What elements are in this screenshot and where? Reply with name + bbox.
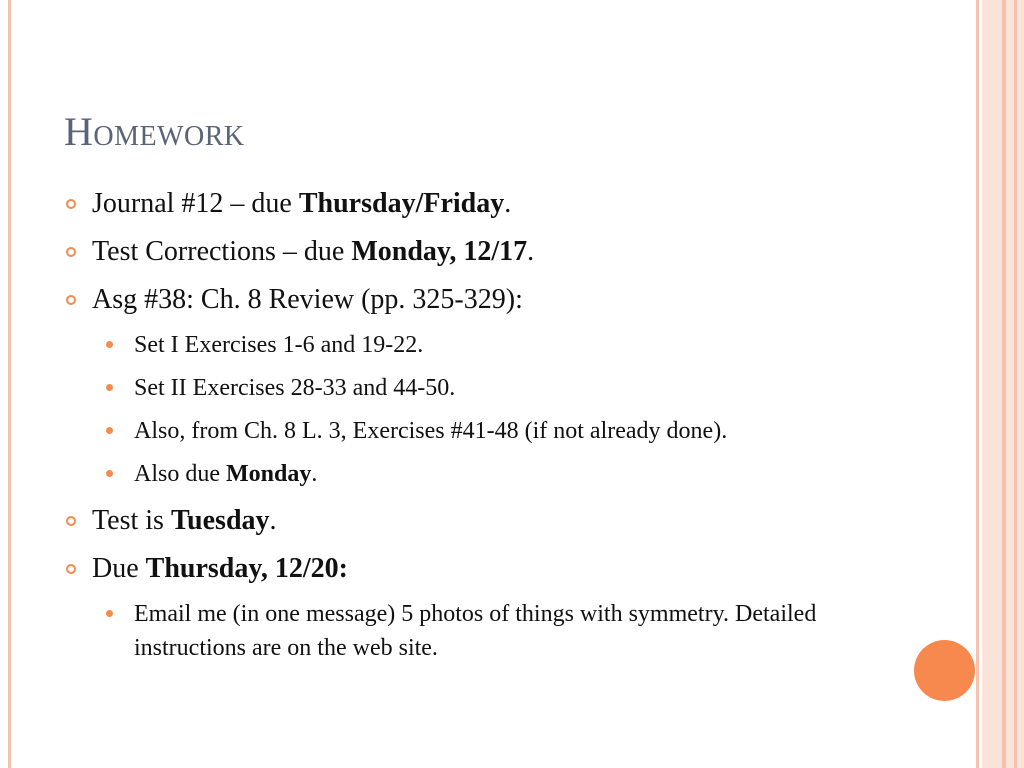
hollow-circle-bullet-icon xyxy=(66,247,76,257)
filled-dot-bullet-icon xyxy=(106,470,113,477)
sub-bullet-also-from: Also, from Ch. 8 L. 3, Exercises #41-48 (if not already done). xyxy=(106,414,894,448)
hollow-circle-bullet-icon xyxy=(66,295,76,305)
filled-dot-bullet-icon xyxy=(106,341,113,348)
sub-bullet-set-one: Set I Exercises 1-6 and 19-22. xyxy=(106,328,894,362)
right-border-stripes xyxy=(976,0,1024,768)
left-border-line xyxy=(8,0,11,768)
due-sub-list xyxy=(106,597,894,665)
hollow-circle-bullet-icon xyxy=(66,564,76,574)
bullet-test-day: Test is Tuesday. xyxy=(64,503,894,539)
assignment-sub-list xyxy=(106,328,894,491)
bullet-due-thursday: Due Thursday, 12/20: xyxy=(64,551,894,587)
bullet-journal: Journal #12 – due Thursday/Friday. xyxy=(64,186,894,222)
hollow-circle-bullet-icon xyxy=(66,199,76,209)
bullet-list xyxy=(64,186,894,677)
sub-bullet-also-due: Also due Monday. xyxy=(106,457,894,491)
slide-title: Homework xyxy=(64,109,245,154)
sub-bullet-set-two: Set II Exercises 28-33 and 44-50. xyxy=(106,371,894,405)
orange-circle-icon xyxy=(914,640,975,701)
bullet-assignment: Asg #38: Ch. 8 Review (pp. 325-329): xyxy=(64,282,894,318)
filled-dot-bullet-icon xyxy=(106,384,113,391)
filled-dot-bullet-icon xyxy=(106,610,113,617)
sub-bullet-email-photos: Email me (in one message) 5 photos of things with symmetry. Detailed instructions are on the web site. xyxy=(106,597,894,665)
bullet-test-corrections: Test Corrections – due Monday, 12/17. xyxy=(64,234,894,270)
filled-dot-bullet-icon xyxy=(106,427,113,434)
hollow-circle-bullet-icon xyxy=(66,516,76,526)
